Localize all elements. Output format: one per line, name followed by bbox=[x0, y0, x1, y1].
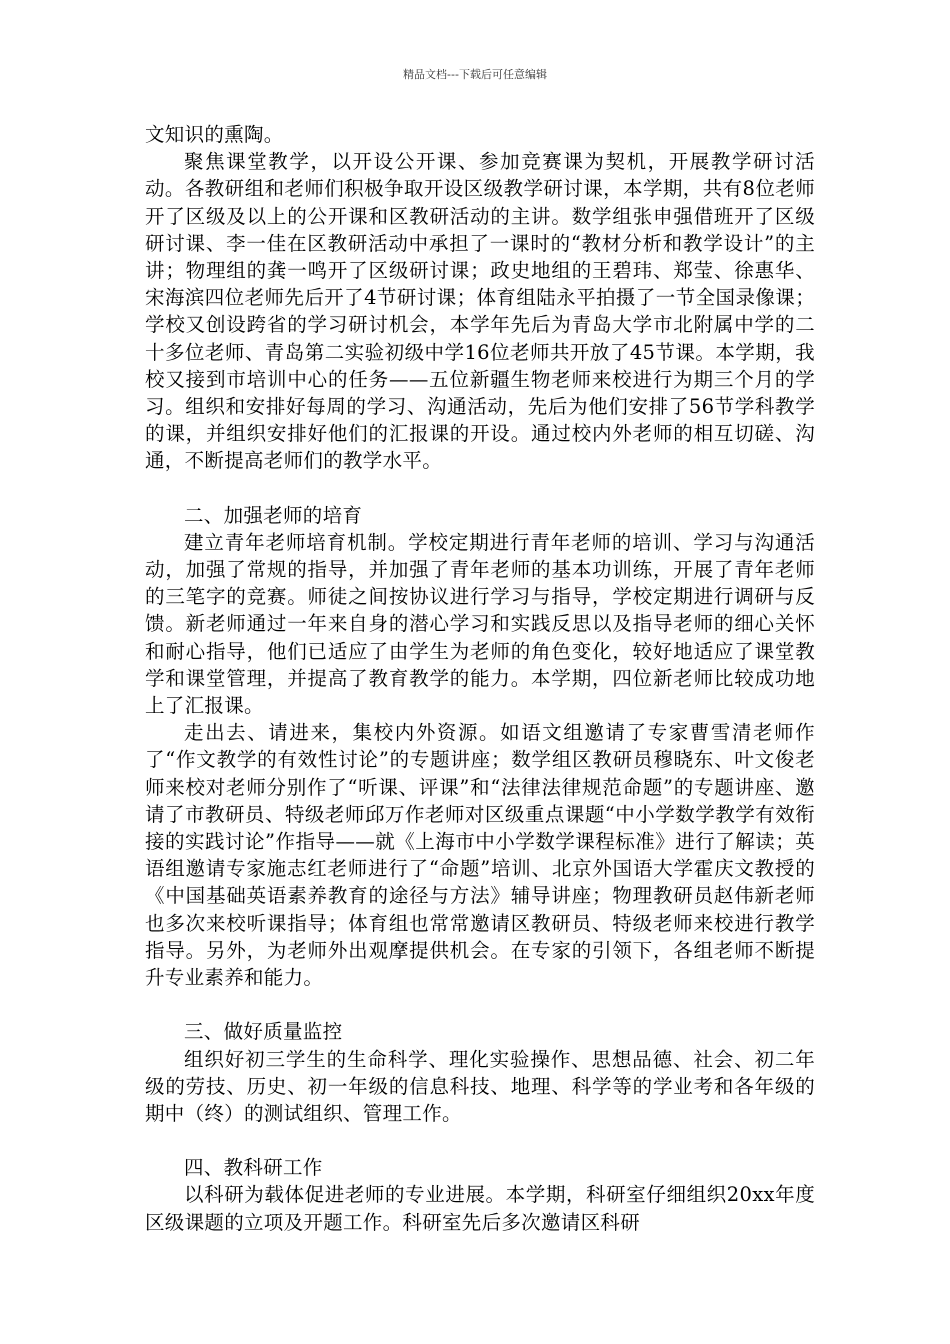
paragraph-young-teachers: 建立青年老师培育机制。学校定期进行青年老师的培训、学习与沟通活动，加强了常规的指导，并加强了青年老师的基本功训练，开展了青年老师的三笔字的竞赛。师徒之间按协议进行学习与指导，学校定期进行调研与反馈。新老师通过一年来自身的潜心学习和实践反思以及指导老师的细心关怀和耐心指导，他们已适应了由学生为老师的角色变化，较好地适应了课堂教学和课堂管理，并提高了教育教学的能力。本学期，四位新老师比较成功地上了汇报课。 bbox=[145, 530, 815, 718]
paragraph-gap bbox=[145, 991, 815, 1018]
paragraph-classroom-teaching: 聚焦课堂教学，以开设公开课、参加竞赛课为契机，开展教学研讨活动。各教研组和老师们积极争取开设区级教学研讨课，本学期，共有8位老师开了区级及以上的公开课和区教研活动的主讲。数学组张申强借班开了区级研讨课、李一佳在区教研活动中承担了一课时的“教材分析和教学设计”的主讲；物理组的龚一鸣开了区级研讨课；政史地组的王碧玮、郑莹、徐惠华、宋海滨四位老师先后开了4节研讨课；体育组陆永平拍摄了一节全国录像课；学校又创设跨省的学习研讨机会，本学年先后为青岛大学市北附属中学的二十多位老师、青岛第二实验初级中学16位老师共开放了45节课。本学期，我校又接到市培训中心的任务——五位新疆生物老师来校进行为期三个月的学习。组织和安排好每周的学习、沟通活动，先后为他们安排了56节学科教学的课，并组织安排好他们的汇报课的开设。通过校内外老师的相互切磋、沟通，不断提高老师们的教学水平。 bbox=[145, 150, 815, 473]
section-heading-research: 四、教科研工作 bbox=[184, 1156, 323, 1180]
paragraph-external-resources: 走出去、请进来，集校内外资源。如语文组邀请了专家曹雪清老师作了“作文教学的有效性讨论”的专题讲座；数学组区教研员穆晓东、叶文俊老师来校对老师分别作了“听课、评课”和“法律法律规范命题”的专题讲座、邀请了市教研员、特级老师邱万作老师对区级重点课题“中小学数学教学有效衔接的实践讨论”作指导——就《上海市中小学数学课程标准》进行了解读；英语组邀请专家施志红老师进行了“命题”培训、北京外国语大学霍庆文教授的《中国基础英语素养教育的途径与方法》辅导讲座；物理教研员赵伟新老师也多次来校听课指导；体育组也常常邀请区教研员、特级老师来校进行教学指导。另外，为老师外出观摩提供机会。在专家的引领下，各组老师不断提升专业素养和能力。 bbox=[145, 721, 815, 990]
section-heading-teacher-training: 二、加强老师的培育 bbox=[184, 503, 363, 527]
paragraph-research: 以科研为载体促进老师的专业进展。本学期，科研室仔细组织20xx年度区级课题的立项及开题工作。科研室先后多次邀请区科研 bbox=[145, 1183, 815, 1234]
paragraph-gap bbox=[145, 475, 815, 502]
page-header: 精品文档---下载后可任意编辑 bbox=[403, 68, 547, 81]
document-body bbox=[145, 121, 815, 1236]
paragraph-gap bbox=[145, 1127, 815, 1154]
paragraph-exams: 组织好初三学生的生命科学、理化实验操作、思想品德、社会、初二年级的劳技、历史、初一年级的信息科技、地理、科学等的学业考和各年级的期中（终）的测试组织、管理工作。 bbox=[145, 1047, 815, 1125]
paragraph-continuation: 文知识的熏陶。 bbox=[145, 123, 284, 146]
section-heading-quality-monitoring: 三、做好质量监控 bbox=[184, 1020, 343, 1044]
